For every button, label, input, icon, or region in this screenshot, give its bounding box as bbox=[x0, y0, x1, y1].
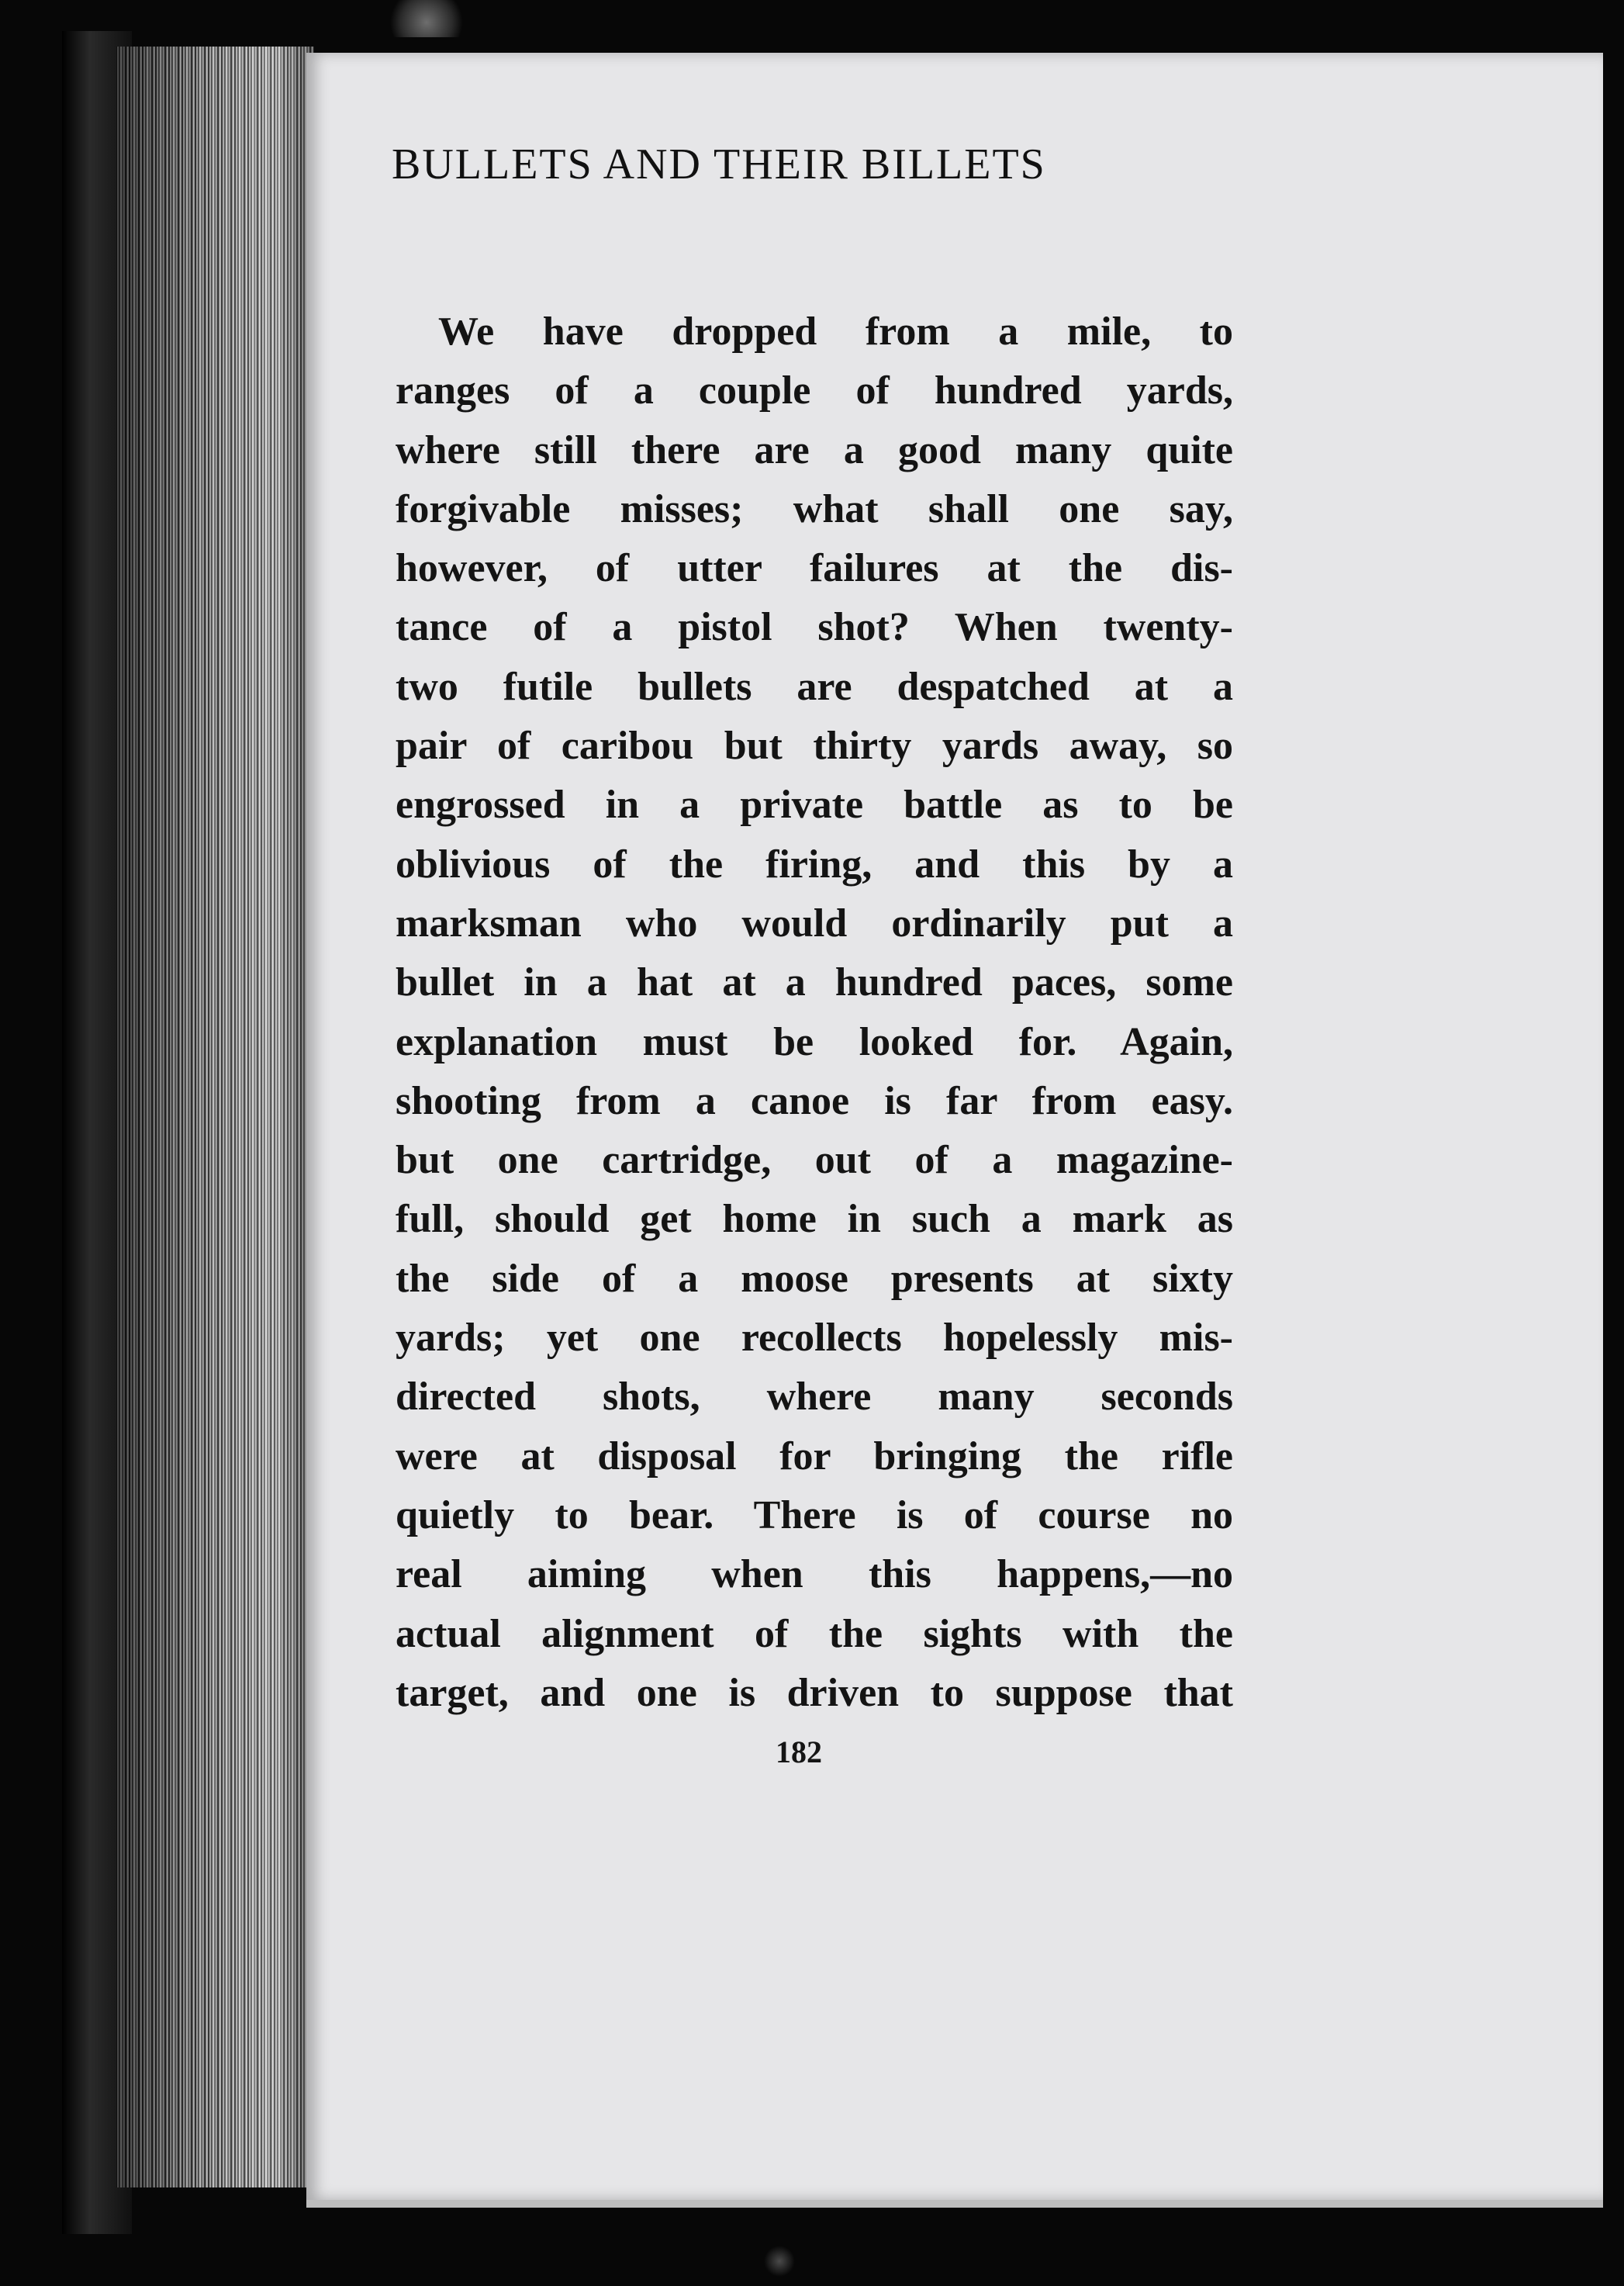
text-line: quietly to bear. There is of course no bbox=[396, 1492, 1233, 1537]
text-line: full, should get home in such a mark as bbox=[396, 1197, 1233, 1242]
text-line: bullet in a hat at a hundred paces, some bbox=[396, 960, 1233, 1005]
text-line: directed shots, where many seconds bbox=[396, 1375, 1233, 1420]
scan-artifact-top bbox=[380, 0, 473, 37]
book-page-edges bbox=[116, 47, 314, 2187]
text-line: oblivious of the firing, and this by a bbox=[396, 842, 1233, 887]
text-line: target, and one is driven to suppose that bbox=[396, 1670, 1233, 1715]
text-line: real aiming when this happens,—no bbox=[396, 1552, 1233, 1597]
text-line: the side of a moose presents at sixty bbox=[396, 1256, 1233, 1301]
text-line: tance of a pistol shot? When twenty- bbox=[396, 605, 1233, 650]
page-number: 182 bbox=[776, 1734, 822, 1769]
scan-artifact-bottom bbox=[764, 2246, 795, 2277]
text-line: shooting from a canoe is far from easy. bbox=[396, 1078, 1233, 1123]
text-line: ranges of a couple of hundred yards, bbox=[396, 368, 1233, 413]
text-line: engrossed in a private battle as to be bbox=[396, 783, 1233, 828]
text-line: however, of utter failures at the dis- bbox=[396, 546, 1233, 591]
text-line: actual alignment of the sights with the bbox=[396, 1611, 1233, 1656]
text-line: pair of caribou but thirty yards away, so bbox=[396, 724, 1233, 769]
body-text bbox=[396, 303, 1233, 1723]
text-line: forgivable misses; what shall one say, bbox=[396, 486, 1233, 531]
text-line: where still there are a good many quite bbox=[396, 427, 1233, 472]
text-line: explanation must be looked for. Again, bbox=[396, 1019, 1233, 1064]
running-head: BULLETS AND THEIR BILLETS bbox=[392, 140, 1046, 188]
text-line: were at disposal for bringing the rifle bbox=[396, 1434, 1233, 1478]
text-line: but one cartridge, out of a magazine- bbox=[396, 1138, 1233, 1183]
text-line: two futile bullets are despatched at a bbox=[396, 664, 1233, 709]
text-line: marksman who would ordinarily put a bbox=[396, 901, 1233, 946]
text-line: We have dropped from a mile, to bbox=[438, 310, 1233, 354]
text-line: yards; yet one recollects hopelessly mis- bbox=[396, 1316, 1233, 1361]
